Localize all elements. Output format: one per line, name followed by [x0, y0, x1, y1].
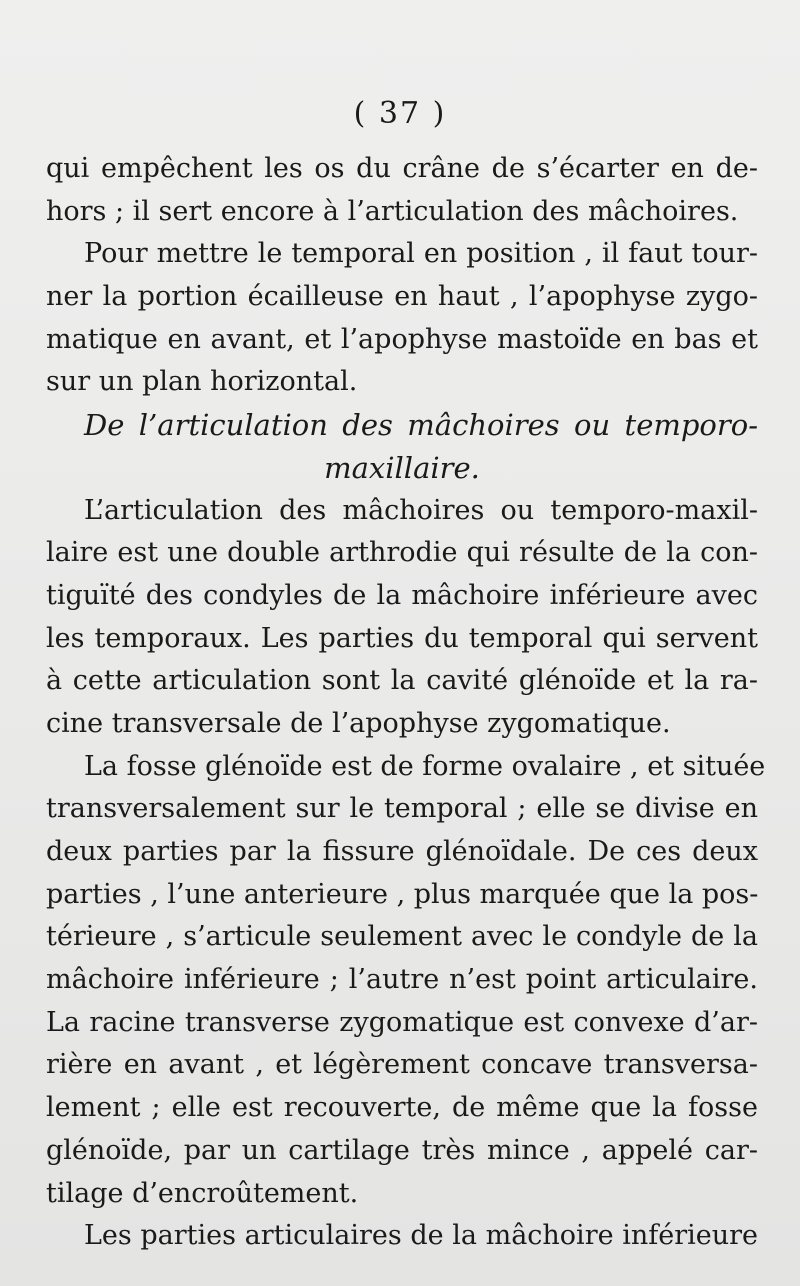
- text-line: tilage d’encroûtement.: [46, 1177, 359, 1209]
- section-heading-line: maxillaire.: [324, 450, 480, 485]
- text-line: matique en avant, et l’apophyse mastoïde en bas et: [46, 323, 758, 355]
- text-line: sur un plan horizontal.: [46, 366, 358, 398]
- text-line: rière en avant , et légèrement concave transversa-: [46, 1049, 758, 1081]
- text-line: les temporaux. Les parties du temporal qui servent: [46, 622, 758, 654]
- text-line: Pour mettre le temporal en position , il faut tour-: [84, 238, 758, 270]
- text-line: mâchoire inférieure ; l’autre n’est point articulaire.: [46, 964, 758, 996]
- text-line: qui empêchent les os du crâne de s’écarter en de-: [46, 153, 758, 184]
- text-line: ner la portion écailleuse en haut , l’apophyse zygo-: [46, 281, 758, 313]
- section-heading-line: De l’articulation des mâchoires ou temporo-: [84, 408, 758, 443]
- page-number: ( 37 ): [353, 96, 447, 131]
- text-line: parties , l’une anterieure , plus marquée que la pos-: [46, 878, 759, 910]
- body-text: [46, 148, 766, 1258]
- text-line: deux parties par la fissure glénoïdale. De ces deux: [46, 836, 758, 867]
- text-line: L’articulation des mâchoires ou temporo-maxil-: [84, 494, 758, 526]
- text-line: Les parties articulaires de la mâchoire inférieure: [84, 1220, 758, 1252]
- text-line: à cette articulation sont la cavité glénoïde et la ra-: [46, 665, 758, 697]
- text-line: cine transversale de l’apophyse zygomatique.: [46, 707, 671, 739]
- text-line: La fosse glénoïde est de forme ovalaire , et située: [84, 750, 766, 782]
- text-line: laire est une double arthrodie qui résulte de la con-: [46, 537, 758, 569]
- text-line: transversalement sur le temporal ; elle se divise en: [46, 793, 758, 825]
- text-line: tiguïté des condyles de la mâchoire inférieure avec: [46, 579, 758, 611]
- text-line: glénoïde, par un cartilage très mince , appelé car-: [46, 1134, 758, 1166]
- text-line: térieure , s’articule seulement avec le condyle de la: [46, 921, 758, 953]
- text-line: La racine transverse zygomatique est convexe d’ar-: [46, 1006, 758, 1038]
- text-line: lement ; elle est recouverte, de même que la fosse: [46, 1092, 758, 1124]
- text-line: hors ; il sert encore à l’articulation des mâchoires.: [46, 195, 739, 227]
